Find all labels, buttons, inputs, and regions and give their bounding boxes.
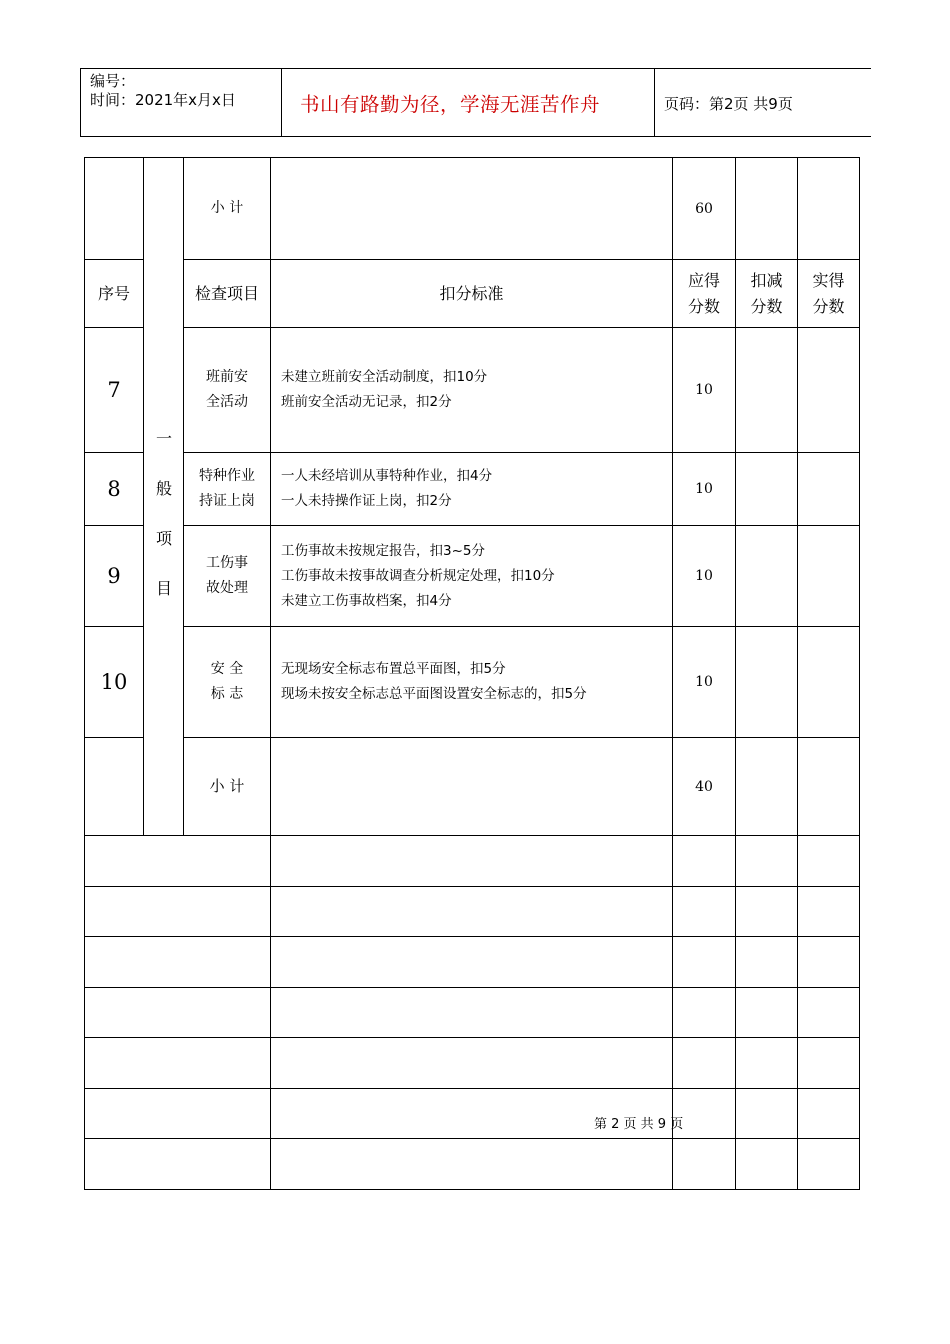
row-score: 10 xyxy=(695,568,713,584)
column-header-item: 检查项目 xyxy=(194,283,259,303)
row-criteria: 未建立班前安全活动制度，扣10分 班前安全活动无记录，扣2分 xyxy=(281,369,488,410)
row-item: 工伤事 故处理 xyxy=(206,555,248,596)
grid-line xyxy=(84,737,144,738)
row-score: 10 xyxy=(695,382,713,398)
column-header-seq: 序号 xyxy=(97,283,130,303)
grid-line xyxy=(84,886,860,887)
row-seq: 7 xyxy=(107,378,121,402)
subtotal-label: 小 计 xyxy=(210,200,244,216)
category-label: 一 般 项 目 xyxy=(155,429,172,598)
row-seq: 9 xyxy=(107,564,121,588)
column-header-deduct-score: 扣减 分数 xyxy=(750,270,783,316)
page-footer: 第 2 页 共 9 页 xyxy=(594,1117,684,1132)
subtotal-label: 小 计 xyxy=(209,777,245,795)
row-score: 10 xyxy=(695,674,713,690)
row-seq: 10 xyxy=(100,670,128,694)
date-label: 时间：2021年x月x日 xyxy=(90,91,236,109)
grid-line xyxy=(84,936,860,937)
serial-label: 编号： xyxy=(90,72,136,90)
row-criteria: 无现场安全标志布置总平面图，扣5分 现场未按安全标志总平面图设置安全标志的，扣5分 xyxy=(281,661,587,702)
header-divider xyxy=(281,68,282,136)
grid-line xyxy=(84,1138,860,1139)
row-item: 特种作业 持证上岗 xyxy=(199,468,255,509)
column-header-actual-score: 实得 分数 xyxy=(812,270,845,316)
grid-line xyxy=(84,835,860,836)
subtotal-score: 60 xyxy=(695,200,713,217)
row-item: 安 全 标 志 xyxy=(210,661,244,702)
row-criteria: 工伤事故未按规定报告，扣3~5分 工伤事故未按事故调查分析规定处理，扣10分 未建立工伤事故档案，扣4分 xyxy=(281,542,555,609)
grid-line xyxy=(859,157,860,1190)
subtotal-score: 40 xyxy=(695,778,713,795)
grid-line xyxy=(84,1088,860,1089)
row-seq: 8 xyxy=(107,477,121,501)
row-item: 班前安 全活动 xyxy=(206,369,248,410)
grid-line xyxy=(84,1037,860,1038)
row-criteria: 一人未经培训从事特种作业，扣4分 一人未持操作证上岗，扣2分 xyxy=(281,468,493,509)
column-header-criteria: 扣分标准 xyxy=(439,283,504,303)
column-header-due-score: 应得 分数 xyxy=(687,270,720,316)
grid-line xyxy=(84,987,860,988)
grid-line xyxy=(183,737,860,738)
header-slogan: 书山有路勤为径，学海无涯苦作舟 xyxy=(300,93,601,116)
page-code: 页码：第2页 共9页 xyxy=(664,95,793,113)
header-divider xyxy=(654,68,655,136)
row-score: 10 xyxy=(695,481,713,497)
grid-line xyxy=(84,1189,860,1190)
